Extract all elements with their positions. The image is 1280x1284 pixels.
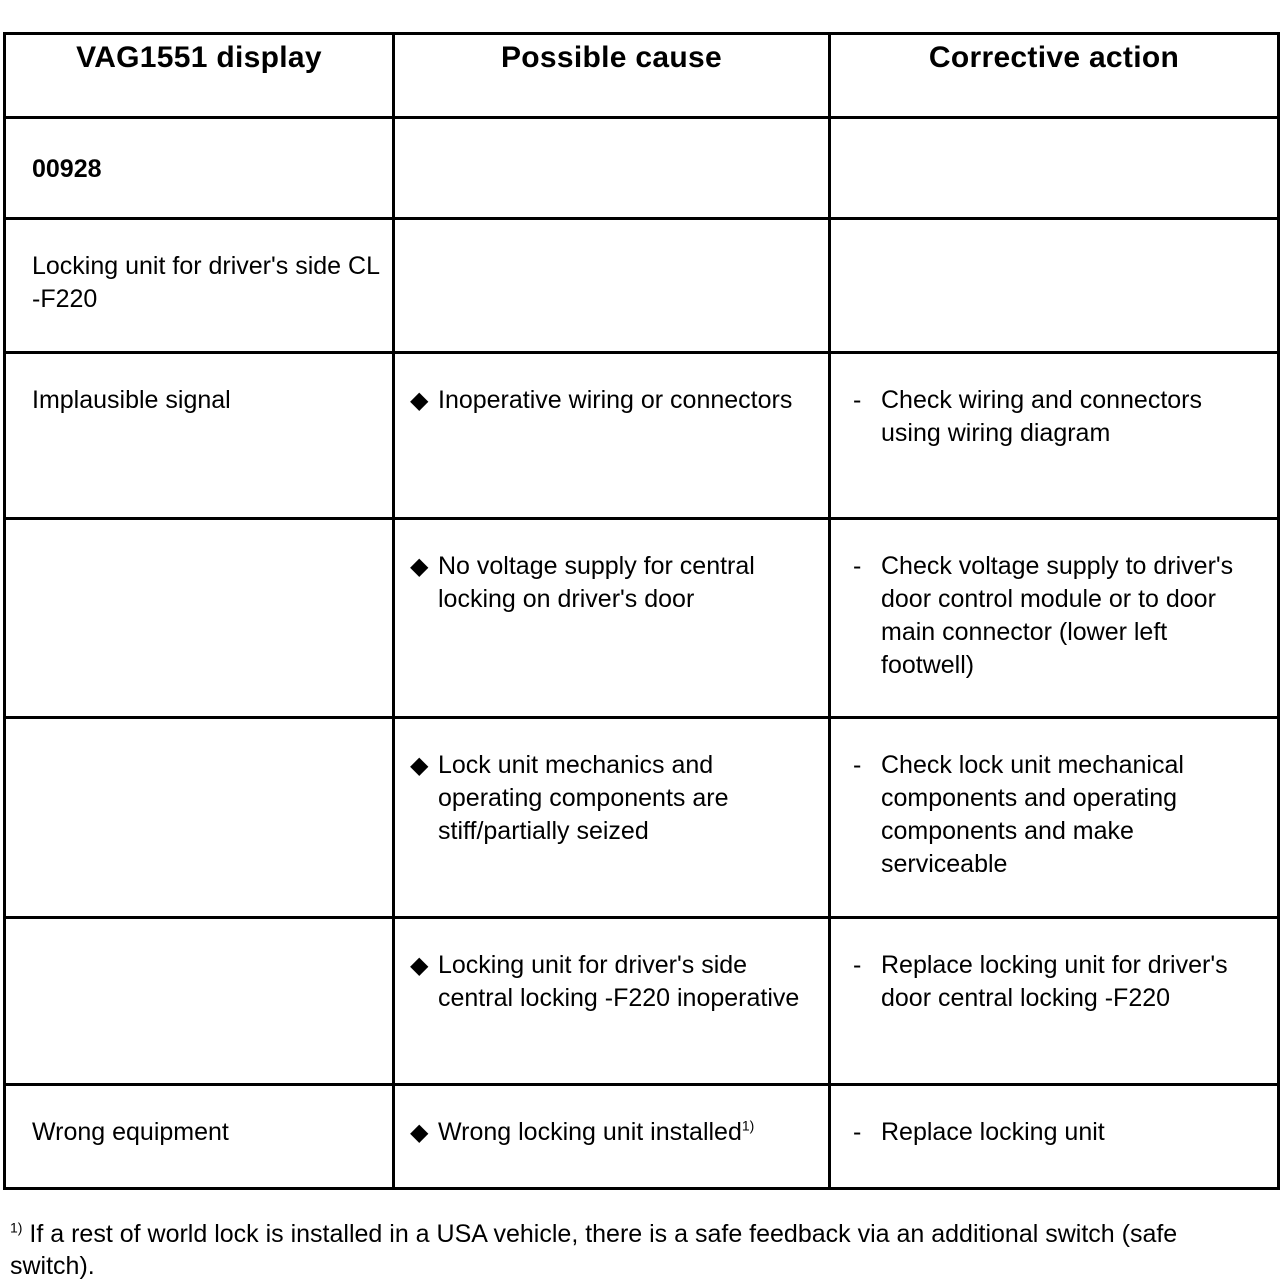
empty-cell — [830, 219, 1279, 353]
cause-cell — [394, 718, 830, 918]
table-row — [5, 1085, 1279, 1189]
table-row — [5, 519, 1279, 718]
component-row — [5, 219, 1279, 353]
table-row — [5, 353, 1279, 519]
header-display: VAG1551 display — [5, 34, 394, 118]
code-row — [5, 118, 1279, 219]
table-row — [5, 918, 1279, 1085]
cause-cell — [394, 1085, 830, 1189]
dash-bullet: - — [853, 951, 862, 979]
footnote — [10, 1218, 1180, 1282]
cause-cell — [394, 353, 830, 519]
diamond-bullet-icon: ◆ — [410, 952, 429, 979]
header-action: Corrective action — [830, 34, 1279, 118]
diamond-bullet-icon: ◆ — [410, 553, 429, 580]
empty-cell — [394, 118, 830, 219]
action-text: Replace locking unit — [881, 1118, 1105, 1146]
footnote-marker: 1) — [10, 1219, 23, 1236]
cause-text-main: Wrong locking unit installed — [438, 1118, 742, 1146]
diamond-bullet-icon: ◆ — [410, 752, 429, 779]
fault-code-cell — [5, 118, 394, 219]
action-text: Check lock unit mechanical components and operating components and make serviceable — [881, 751, 1184, 878]
cause-text: Locking unit for driver's side central locking -F220 inoperative — [438, 951, 800, 1012]
action-cell — [830, 918, 1279, 1085]
component-cell — [5, 219, 394, 353]
action-text: Replace locking unit for driver's door central locking -F220 — [881, 951, 1228, 1012]
diamond-bullet-icon: ◆ — [410, 387, 429, 414]
cause-text: Inoperative wiring or connectors — [438, 386, 793, 414]
cause-text: Lock unit mechanics and operating components are stiff/partially seized — [438, 751, 729, 845]
display-cell — [5, 353, 394, 519]
footnote-text: If a rest of world lock is installed in a USA vehicle, there is a safe feedback via an additional switch (safe switch). — [10, 1220, 1178, 1280]
action-cell — [830, 519, 1279, 718]
fault-code: 00928 — [32, 155, 102, 183]
action-cell — [830, 1085, 1279, 1189]
header-row — [5, 34, 1279, 118]
display-text: Wrong equipment — [32, 1118, 229, 1146]
component-name: Locking unit for driver's side CL -F220 — [32, 252, 380, 313]
action-text: Check voltage supply to driver's door control module or to door main connector (lower left footwell) — [881, 552, 1234, 679]
display-cell — [5, 718, 394, 918]
fault-table — [3, 32, 1280, 1190]
action-text: Check wiring and connectors using wiring diagram — [881, 386, 1202, 447]
empty-cell — [394, 219, 830, 353]
empty-cell — [830, 118, 1279, 219]
cause-text: No voltage supply for central locking on driver's door — [438, 552, 755, 613]
table-row — [5, 718, 1279, 918]
cause-text — [438, 1116, 818, 1149]
display-text: Implausible signal — [32, 386, 231, 414]
dash-bullet: - — [853, 751, 862, 779]
action-cell — [830, 353, 1279, 519]
diamond-bullet-icon: ◆ — [410, 1119, 429, 1146]
header-cause: Possible cause — [394, 34, 830, 118]
dash-bullet: - — [853, 1118, 862, 1146]
dash-bullet: - — [853, 386, 862, 414]
display-cell — [5, 918, 394, 1085]
cause-cell — [394, 519, 830, 718]
display-cell — [5, 519, 394, 718]
dash-bullet: - — [853, 552, 862, 580]
display-cell — [5, 1085, 394, 1189]
footnote-reference: 1) — [741, 1117, 755, 1134]
cause-cell — [394, 918, 830, 1085]
action-cell — [830, 718, 1279, 918]
